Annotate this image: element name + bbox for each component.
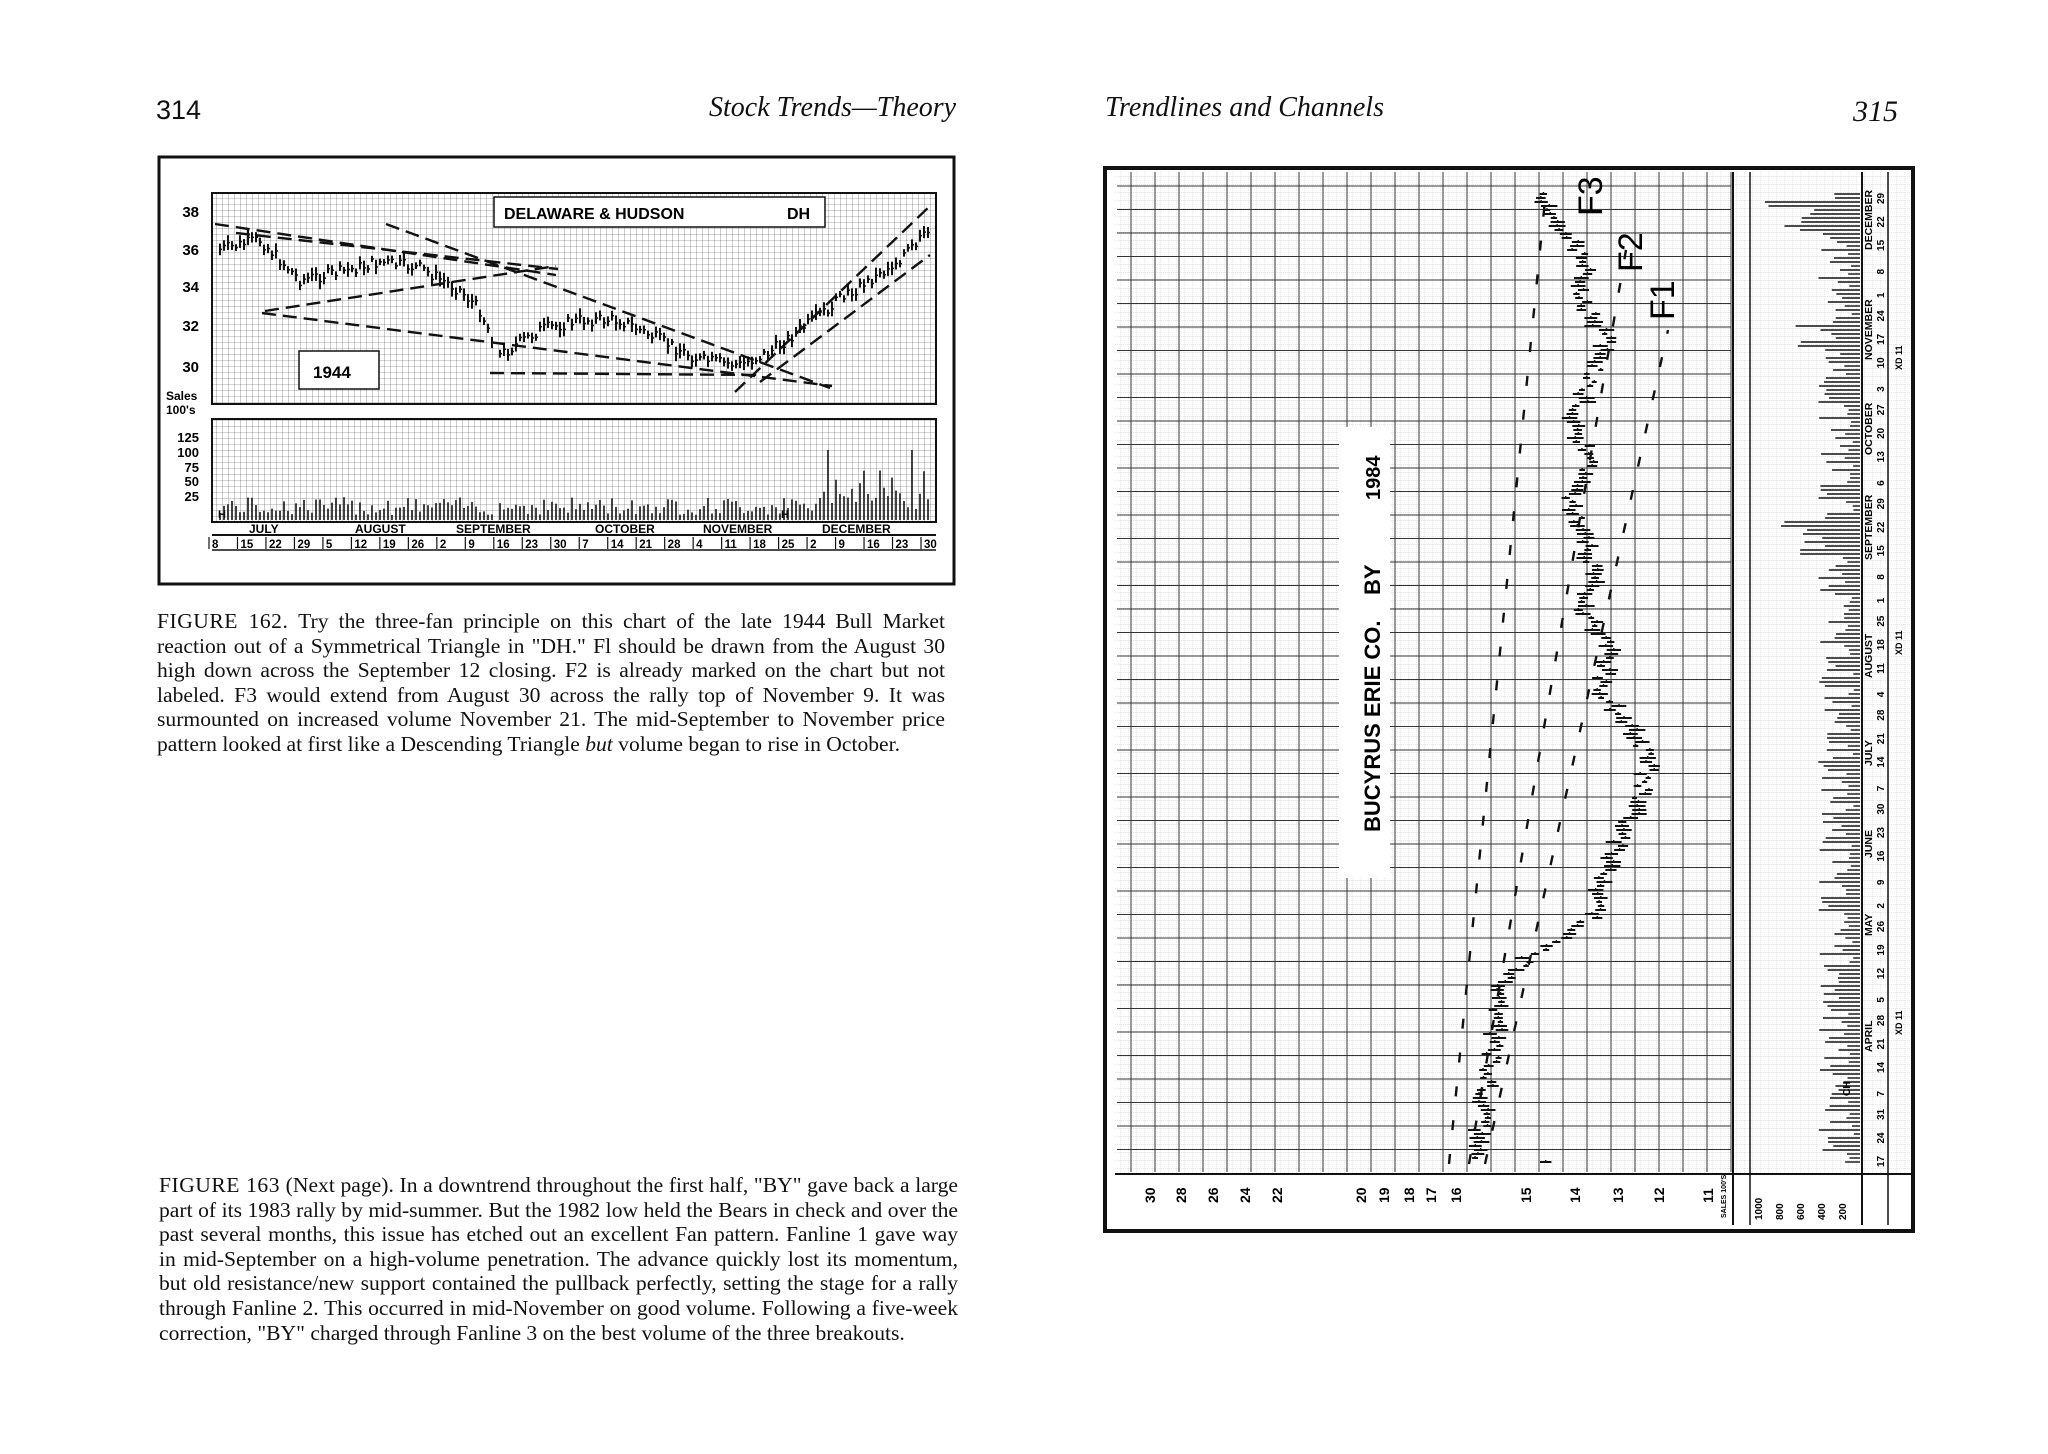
fig163-date-label: 21	[1876, 1038, 1887, 1050]
fig162-marker-h: H	[218, 509, 226, 521]
fig163-fan-label: F3	[1572, 176, 1610, 216]
fig163-price-tick: 24	[1237, 1187, 1253, 1203]
fig163-volume-tick: 600	[1796, 1203, 1807, 1220]
fig163-date-label: 28	[1876, 709, 1887, 721]
fig163-date-label: 6	[1876, 480, 1887, 486]
fig162-date-label: 12	[354, 539, 368, 551]
fig163-date-label: 24	[1876, 310, 1887, 322]
fig163-price-tick: 16	[1448, 1187, 1464, 1203]
fig163-date-label: 27	[1876, 404, 1887, 416]
fig163-date-label: 22	[1876, 521, 1887, 533]
fig163-volume-tick: 1000	[1754, 1197, 1765, 1220]
fig163-ticker: BY	[1360, 564, 1385, 595]
fig163-date-label: 15	[1876, 545, 1887, 557]
fig162-date-label: 30	[924, 539, 937, 551]
fig163-date-label: 28	[1876, 1014, 1887, 1027]
fig163-volume-tick: 200	[1838, 1203, 1849, 1220]
fig162-date-label: 23	[895, 539, 909, 551]
fig163-date-label: 29	[1876, 498, 1887, 510]
fig162-date-label: 15	[240, 539, 254, 551]
fig162-price-tick: 36	[182, 242, 199, 259]
fig163-volume-tick: 400	[1817, 1203, 1828, 1220]
fig163-date-label: 17	[1876, 1155, 1887, 1167]
fig163-xd-mark: XD 11	[1894, 1010, 1904, 1035]
fig163-date-label: 4	[1876, 691, 1887, 698]
fig162-date-label: 2	[810, 539, 817, 551]
fig163-price-tick: 26	[1205, 1187, 1221, 1203]
fig162-date-label: 5	[325, 539, 333, 551]
fig163-price-tick: 12	[1651, 1187, 1667, 1203]
fig162-date-label: 9	[468, 539, 475, 551]
fig163-date-label: 23	[1876, 827, 1887, 839]
fig163-month: AUGUST	[1863, 633, 1875, 678]
fig163-date-label: 20	[1876, 427, 1887, 439]
fig163-price-tick: 15	[1518, 1187, 1534, 1203]
fig163-price-tick: 13	[1610, 1187, 1626, 1203]
fig162-date-label: 7	[582, 539, 589, 551]
fig163-month: MAY	[1863, 913, 1875, 936]
fig163-volume-label: SALES 100'S	[1721, 1174, 1728, 1218]
fig162-volume-tick: 125	[177, 430, 199, 445]
left-page-number: 314	[156, 95, 202, 125]
fig163-date-label: 2	[1876, 903, 1887, 909]
fig163-date-label: 14	[1876, 1061, 1887, 1074]
left-running-head: Stock Trends—Theory	[709, 92, 957, 123]
fig163-date-label: 25	[1876, 615, 1887, 627]
fig163-price-tick: 20	[1353, 1187, 1369, 1203]
fig162-date-label: 2	[439, 539, 447, 551]
fig163-price-tick: 17	[1423, 1187, 1439, 1203]
fig162-month: DECEMBER	[822, 522, 891, 536]
fig163-date-label: 1	[1876, 292, 1887, 298]
fig163-month: DECEMBER	[1863, 189, 1875, 250]
fig163-price-tick: 19	[1376, 1187, 1392, 1203]
fig162-caption-text-a: Try the three-fan principle on this chart of the late 1944 Bull Market reaction out of a Symmetrical Triangle in "DH." Fl should be drawn from the August 30 high down across the September 12 closing. F2 is already marked on the chart but not labeled. F3 would extend from August 30 across the rally top of November 9. It was surmounted on increased volume November 21. The mid-September to November price pattern looked at first like a Descending Triangle	[157, 609, 945, 756]
fig162-date-label: 4	[696, 539, 703, 551]
fig163-month: NOVEMBER	[1863, 299, 1875, 360]
fig162-date-label: 14	[610, 539, 624, 551]
fig162-date-label: 30	[553, 539, 567, 551]
fig162-date-label: 16	[496, 539, 510, 551]
fig163-price-tick: 28	[1173, 1187, 1189, 1203]
figure-162-caption	[157, 609, 945, 757]
fig163-date-label: 29	[1876, 192, 1887, 204]
fig162-volume-tick: 50	[184, 474, 199, 489]
fig162-month: JULY	[249, 522, 279, 536]
fig163-price-tick: 14	[1567, 1187, 1583, 1203]
fig163-ch-label: CH	[1842, 1081, 1853, 1096]
fig162-price-tick: 32	[182, 318, 199, 335]
fig163-price-tick: 22	[1269, 1187, 1285, 1203]
fig163-volume-tick: 800	[1775, 1203, 1786, 1220]
fig162-date-label: 19	[382, 539, 396, 551]
right-running-head: Trendlines and Channels	[1105, 92, 1384, 123]
fig162-sales-label-unit: 100's	[166, 403, 196, 417]
fig162-volume-tick: 75	[184, 460, 199, 475]
fig162-date-label: 25	[781, 539, 795, 551]
fig163-date-label: 19	[1876, 944, 1887, 956]
fig162-month: OCTOBER	[595, 522, 655, 536]
fig162-date-label: 29	[297, 539, 311, 551]
fig163-month: OCTOBER	[1863, 402, 1875, 455]
fig163-date-label: 15	[1876, 239, 1887, 251]
fig163-date-label: 24	[1876, 1132, 1887, 1144]
fig163-month: SEPTEMBER	[1863, 494, 1875, 560]
fig163-date-label: 17	[1876, 333, 1887, 345]
fig162-date-label: 8	[212, 539, 219, 551]
fig162-date-label: 9	[838, 539, 845, 551]
fig163-caption-text: (Next page). In a downtrend throughout the first half, "BY" gave back a large part of its 1983 rally by mid-summer. But the 1982 low held the Bears in check and over the past several months, this issue has etched out an excellent Fan pattern. Fanline 1 gave way in mid-September on a high-volume penetration. The advance quickly lost its momentum, but old resistance/new support contained the pullback perfectly, setting the stage for a rally through Fanline 2. This occurred in mid-November on good volume. Following a five-week correction, "BY" charged through Fanline 3 on the best volume of the three breakouts.	[159, 1173, 958, 1345]
fig163-date-label: 22	[1876, 216, 1887, 228]
fig163-date-label: 5	[1876, 997, 1887, 1003]
fig162-price-tick: 34	[182, 279, 199, 296]
fig163-date-label: 30	[1876, 803, 1887, 815]
fig163-date-label: 11	[1876, 663, 1887, 674]
fig162-date-label: 22	[268, 539, 282, 551]
fig163-date-label: 3	[1876, 386, 1887, 392]
fig162-volume-tick: 25	[184, 489, 199, 504]
fig162-caption-label: FIGURE 162.	[157, 609, 289, 633]
fig163-date-label: 26	[1876, 920, 1887, 933]
fig162-month: NOVEMBER	[703, 522, 773, 536]
fig162-caption-text-b: volume began to rise in October.	[612, 731, 901, 756]
fig162-chart-title: DELAWARE & HUDSON	[504, 206, 685, 223]
fig162-date-label: 16	[867, 539, 880, 551]
fig162-date-label: 23	[525, 539, 539, 551]
right-page-number: 315	[1853, 95, 1898, 128]
fig163-price-tick: 18	[1401, 1187, 1417, 1203]
fig162-volume-tick: 100	[177, 445, 199, 460]
fig163-company: BUCYRUS ERIE CO.	[1360, 620, 1385, 832]
fig163-date-label: 7	[1876, 785, 1887, 792]
fig163-price-tick: 11	[1700, 1188, 1716, 1203]
fig162-caption-italic: but	[585, 731, 613, 756]
figure-163-caption	[159, 1173, 958, 1345]
fig162-marker-h: H	[781, 509, 789, 521]
fig163-fan-label: F1	[1644, 280, 1682, 320]
fig163-month: JULY	[1863, 740, 1875, 766]
fig163-month: JUNE	[1863, 829, 1875, 858]
fig163-date-label: 1	[1876, 597, 1887, 604]
fig163-date-label: 10	[1876, 357, 1887, 369]
fig163-xd-mark: XD 11	[1894, 345, 1904, 370]
fig162-year: 1944	[313, 363, 351, 382]
fig162-month: AUGUST	[355, 522, 406, 536]
fig163-price-tick: 30	[1142, 1187, 1158, 1203]
fig162-month: SEPTEMBER	[456, 522, 531, 536]
fig163-date-label: 16	[1876, 850, 1887, 862]
fig163-caption-label: FIGURE 163	[159, 1173, 281, 1197]
fig163-date-label: 13	[1876, 451, 1887, 463]
fig162-ticker: DH	[787, 206, 811, 223]
fig163-date-label: 31	[1876, 1108, 1887, 1121]
fig163-month: APRIL	[1863, 1020, 1875, 1052]
fig163-date-label: 8	[1876, 268, 1887, 275]
fig163-date-label: 7	[1876, 1090, 1887, 1097]
fig162-date-label: 11	[724, 539, 737, 551]
fig162-date-label: 26	[411, 539, 425, 551]
fig162-date-label: 18	[753, 539, 766, 551]
fig163-date-label: 12	[1876, 967, 1887, 980]
fig163-xd-mark: XD 11	[1894, 630, 1904, 655]
fig163-date-label: 21	[1876, 733, 1887, 745]
fig163-grid	[1115, 172, 1911, 1174]
fig163-date-label: 18	[1876, 639, 1887, 651]
fig162-date-label: 28	[667, 539, 681, 551]
fig162-sales-label: Sales	[166, 389, 198, 403]
fig162-price-tick: 38	[182, 204, 199, 221]
fig162-date-label: 21	[639, 539, 652, 551]
fig163-date-label: 14	[1876, 756, 1887, 768]
fig163-date-label: 8	[1876, 574, 1887, 580]
fig162-price-tick: 30	[182, 359, 199, 376]
fig163-date-label: 9	[1876, 879, 1887, 886]
fig163-year: 1984	[1363, 455, 1385, 500]
fig163-fan-label: F2	[1612, 232, 1650, 272]
